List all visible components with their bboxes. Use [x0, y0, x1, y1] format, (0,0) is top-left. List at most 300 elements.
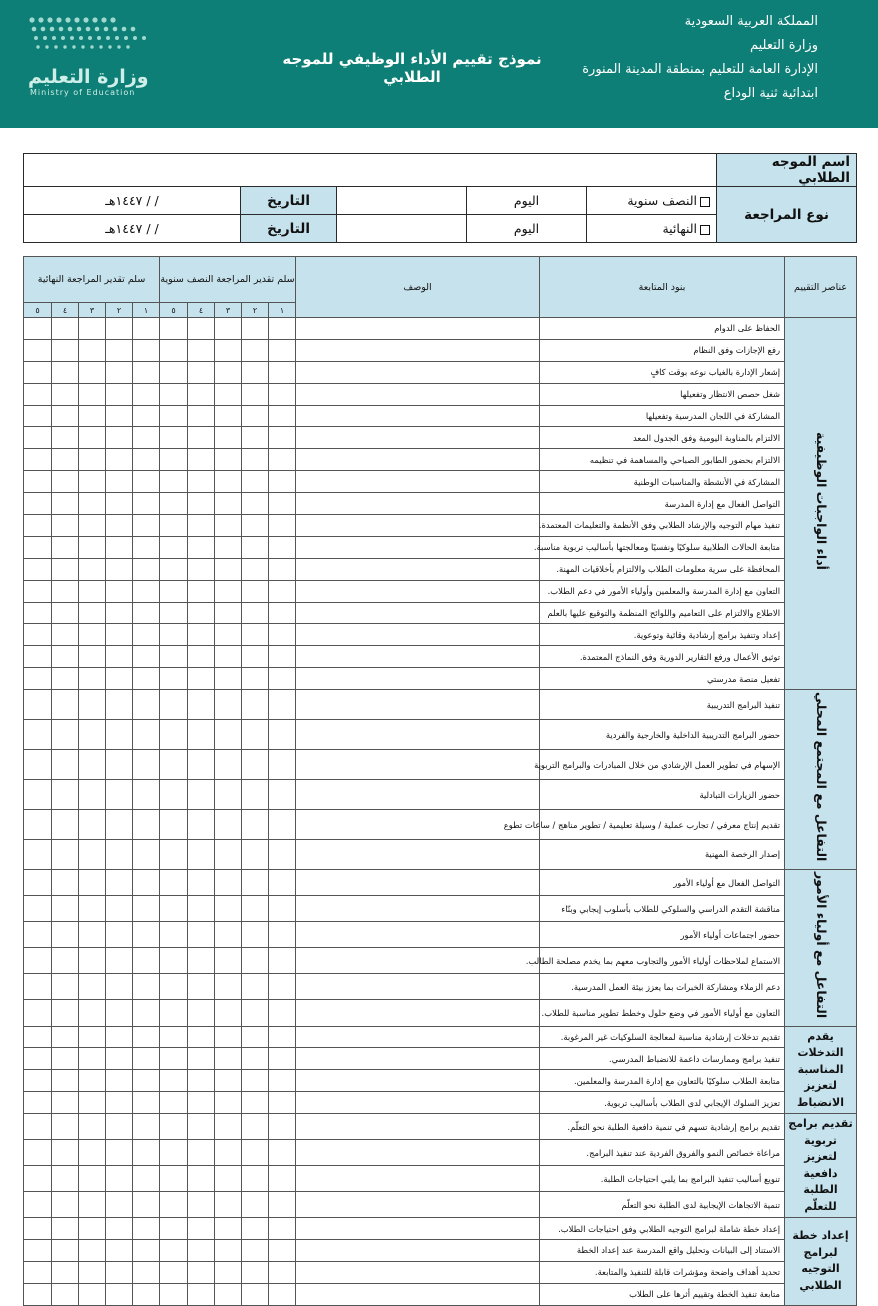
score-cell[interactable]: [269, 810, 296, 840]
score-cell[interactable]: [242, 1092, 269, 1114]
score-cell[interactable]: [269, 602, 296, 624]
score-cell[interactable]: [79, 515, 106, 537]
score-cell[interactable]: [242, 1048, 269, 1070]
score-cell[interactable]: [106, 1048, 133, 1070]
score-cell[interactable]: [160, 780, 188, 810]
score-cell[interactable]: [133, 449, 160, 471]
score-cell[interactable]: [160, 1166, 188, 1192]
score-cell[interactable]: [133, 1192, 160, 1218]
score-cell[interactable]: [133, 361, 160, 383]
score-cell[interactable]: [160, 1092, 188, 1114]
score-cell[interactable]: [242, 1283, 269, 1305]
score-cell[interactable]: [52, 1192, 79, 1218]
score-cell[interactable]: [269, 974, 296, 1000]
score-cell[interactable]: [106, 948, 133, 974]
score-cell[interactable]: [52, 580, 79, 602]
score-cell[interactable]: [24, 839, 52, 869]
score-cell[interactable]: [269, 690, 296, 720]
score-cell[interactable]: [52, 839, 79, 869]
score-cell[interactable]: [133, 602, 160, 624]
score-cell[interactable]: [79, 1166, 106, 1192]
score-cell[interactable]: [52, 405, 79, 427]
score-cell[interactable]: [24, 1114, 52, 1140]
score-cell[interactable]: [79, 780, 106, 810]
score-cell[interactable]: [24, 624, 52, 646]
score-cell[interactable]: [269, 1240, 296, 1262]
score-cell[interactable]: [24, 1048, 52, 1070]
score-cell[interactable]: [79, 1000, 106, 1026]
score-cell[interactable]: [215, 1070, 242, 1092]
score-cell[interactable]: [242, 668, 269, 690]
score-cell[interactable]: [52, 720, 79, 750]
score-cell[interactable]: [215, 1261, 242, 1283]
score-cell[interactable]: [52, 471, 79, 493]
score-cell[interactable]: [188, 427, 215, 449]
day-field[interactable]: [337, 187, 467, 215]
score-cell[interactable]: [106, 580, 133, 602]
score-cell[interactable]: [215, 810, 242, 840]
description-cell[interactable]: [296, 668, 540, 690]
score-cell[interactable]: [160, 1261, 188, 1283]
score-cell[interactable]: [79, 1048, 106, 1070]
score-cell[interactable]: [79, 869, 106, 895]
score-cell[interactable]: [52, 1283, 79, 1305]
score-cell[interactable]: [133, 690, 160, 720]
score-cell[interactable]: [242, 1070, 269, 1092]
score-cell[interactable]: [188, 1261, 215, 1283]
score-cell[interactable]: [52, 427, 79, 449]
score-cell[interactable]: [242, 869, 269, 895]
score-cell[interactable]: [79, 1261, 106, 1283]
date-field[interactable]: / / ١٤٤٧هـ: [24, 215, 241, 243]
score-cell[interactable]: [79, 974, 106, 1000]
score-cell[interactable]: [24, 1192, 52, 1218]
score-cell[interactable]: [79, 536, 106, 558]
score-cell[interactable]: [106, 624, 133, 646]
score-cell[interactable]: [242, 839, 269, 869]
score-cell[interactable]: [133, 493, 160, 515]
score-cell[interactable]: [52, 602, 79, 624]
score-cell[interactable]: [242, 1026, 269, 1048]
description-cell[interactable]: [296, 515, 540, 537]
score-cell[interactable]: [242, 1140, 269, 1166]
description-cell[interactable]: [296, 624, 540, 646]
score-cell[interactable]: [242, 515, 269, 537]
score-cell[interactable]: [24, 974, 52, 1000]
score-cell[interactable]: [215, 1283, 242, 1305]
score-cell[interactable]: [79, 602, 106, 624]
score-cell[interactable]: [188, 869, 215, 895]
score-cell[interactable]: [133, 383, 160, 405]
score-cell[interactable]: [269, 1026, 296, 1048]
score-cell[interactable]: [215, 1166, 242, 1192]
score-cell[interactable]: [106, 471, 133, 493]
score-cell[interactable]: [24, 869, 52, 895]
score-cell[interactable]: [106, 339, 133, 361]
score-cell[interactable]: [52, 1092, 79, 1114]
score-cell[interactable]: [269, 1070, 296, 1092]
description-cell[interactable]: [296, 839, 540, 869]
score-cell[interactable]: [133, 339, 160, 361]
score-cell[interactable]: [79, 1192, 106, 1218]
score-cell[interactable]: [215, 1048, 242, 1070]
score-cell[interactable]: [215, 1092, 242, 1114]
score-cell[interactable]: [188, 1000, 215, 1026]
score-cell[interactable]: [242, 493, 269, 515]
score-cell[interactable]: [24, 780, 52, 810]
score-cell[interactable]: [106, 780, 133, 810]
score-cell[interactable]: [24, 536, 52, 558]
score-cell[interactable]: [269, 580, 296, 602]
score-cell[interactable]: [215, 668, 242, 690]
score-cell[interactable]: [52, 948, 79, 974]
score-cell[interactable]: [79, 690, 106, 720]
score-cell[interactable]: [52, 810, 79, 840]
score-cell[interactable]: [215, 515, 242, 537]
score-cell[interactable]: [52, 780, 79, 810]
score-cell[interactable]: [24, 646, 52, 668]
score-cell[interactable]: [242, 536, 269, 558]
score-cell[interactable]: [106, 646, 133, 668]
score-cell[interactable]: [188, 1114, 215, 1140]
score-cell[interactable]: [242, 896, 269, 922]
description-cell[interactable]: [296, 750, 540, 780]
score-cell[interactable]: [188, 810, 215, 840]
score-cell[interactable]: [269, 493, 296, 515]
score-cell[interactable]: [79, 1140, 106, 1166]
score-cell[interactable]: [215, 646, 242, 668]
score-cell[interactable]: [188, 1070, 215, 1092]
score-cell[interactable]: [133, 1218, 160, 1240]
score-cell[interactable]: [242, 1240, 269, 1262]
description-cell[interactable]: [296, 1218, 540, 1240]
score-cell[interactable]: [133, 1048, 160, 1070]
score-cell[interactable]: [106, 449, 133, 471]
score-cell[interactable]: [188, 339, 215, 361]
score-cell[interactable]: [24, 1218, 52, 1240]
score-cell[interactable]: [242, 580, 269, 602]
score-cell[interactable]: [160, 690, 188, 720]
score-cell[interactable]: [24, 750, 52, 780]
description-cell[interactable]: [296, 1283, 540, 1305]
description-cell[interactable]: [296, 536, 540, 558]
description-cell[interactable]: [296, 1092, 540, 1114]
score-cell[interactable]: [133, 839, 160, 869]
score-cell[interactable]: [52, 493, 79, 515]
score-cell[interactable]: [188, 750, 215, 780]
score-cell[interactable]: [106, 839, 133, 869]
score-cell[interactable]: [133, 948, 160, 974]
description-cell[interactable]: [296, 869, 540, 895]
score-cell[interactable]: [79, 1092, 106, 1114]
score-cell[interactable]: [215, 974, 242, 1000]
score-cell[interactable]: [52, 536, 79, 558]
score-cell[interactable]: [160, 318, 188, 340]
description-cell[interactable]: [296, 493, 540, 515]
description-cell[interactable]: [296, 405, 540, 427]
score-cell[interactable]: [79, 948, 106, 974]
score-cell[interactable]: [52, 339, 79, 361]
final-checkbox[interactable]: [700, 225, 710, 235]
score-cell[interactable]: [52, 1114, 79, 1140]
score-cell[interactable]: [160, 624, 188, 646]
score-cell[interactable]: [242, 1218, 269, 1240]
description-cell[interactable]: [296, 1240, 540, 1262]
mid-year-checkbox[interactable]: [700, 197, 710, 207]
score-cell[interactable]: [106, 602, 133, 624]
score-cell[interactable]: [215, 1000, 242, 1026]
score-cell[interactable]: [269, 339, 296, 361]
score-cell[interactable]: [269, 1283, 296, 1305]
score-cell[interactable]: [242, 405, 269, 427]
score-cell[interactable]: [106, 1166, 133, 1192]
score-cell[interactable]: [242, 1114, 269, 1140]
score-cell[interactable]: [52, 922, 79, 948]
score-cell[interactable]: [52, 750, 79, 780]
score-cell[interactable]: [106, 558, 133, 580]
description-cell[interactable]: [296, 948, 540, 974]
score-cell[interactable]: [242, 750, 269, 780]
score-cell[interactable]: [106, 750, 133, 780]
score-cell[interactable]: [79, 339, 106, 361]
score-cell[interactable]: [106, 383, 133, 405]
score-cell[interactable]: [133, 1283, 160, 1305]
score-cell[interactable]: [79, 1026, 106, 1048]
score-cell[interactable]: [160, 449, 188, 471]
score-cell[interactable]: [242, 1000, 269, 1026]
score-cell[interactable]: [133, 1000, 160, 1026]
score-cell[interactable]: [106, 1114, 133, 1140]
score-cell[interactable]: [269, 948, 296, 974]
score-cell[interactable]: [269, 427, 296, 449]
score-cell[interactable]: [52, 646, 79, 668]
score-cell[interactable]: [79, 449, 106, 471]
score-cell[interactable]: [24, 405, 52, 427]
score-cell[interactable]: [106, 1070, 133, 1092]
score-cell[interactable]: [106, 1261, 133, 1283]
score-cell[interactable]: [133, 1166, 160, 1192]
score-cell[interactable]: [106, 1000, 133, 1026]
score-cell[interactable]: [79, 471, 106, 493]
score-cell[interactable]: [79, 493, 106, 515]
score-cell[interactable]: [133, 624, 160, 646]
score-cell[interactable]: [106, 1192, 133, 1218]
score-cell[interactable]: [160, 383, 188, 405]
score-cell[interactable]: [215, 839, 242, 869]
score-cell[interactable]: [269, 361, 296, 383]
score-cell[interactable]: [160, 646, 188, 668]
score-cell[interactable]: [24, 922, 52, 948]
score-cell[interactable]: [133, 922, 160, 948]
score-cell[interactable]: [215, 449, 242, 471]
description-cell[interactable]: [296, 580, 540, 602]
score-cell[interactable]: [160, 1140, 188, 1166]
score-cell[interactable]: [24, 810, 52, 840]
score-cell[interactable]: [188, 1026, 215, 1048]
score-cell[interactable]: [79, 558, 106, 580]
score-cell[interactable]: [133, 1240, 160, 1262]
score-cell[interactable]: [79, 1114, 106, 1140]
score-cell[interactable]: [106, 720, 133, 750]
score-cell[interactable]: [133, 896, 160, 922]
score-cell[interactable]: [160, 750, 188, 780]
description-cell[interactable]: [296, 427, 540, 449]
score-cell[interactable]: [188, 1092, 215, 1114]
score-cell[interactable]: [160, 1048, 188, 1070]
score-cell[interactable]: [215, 602, 242, 624]
score-cell[interactable]: [269, 515, 296, 537]
score-cell[interactable]: [188, 361, 215, 383]
day-field[interactable]: [337, 215, 467, 243]
score-cell[interactable]: [133, 1092, 160, 1114]
score-cell[interactable]: [215, 1114, 242, 1140]
score-cell[interactable]: [106, 1092, 133, 1114]
score-cell[interactable]: [242, 624, 269, 646]
score-cell[interactable]: [160, 1026, 188, 1048]
score-cell[interactable]: [79, 750, 106, 780]
score-cell[interactable]: [106, 974, 133, 1000]
score-cell[interactable]: [269, 869, 296, 895]
score-cell[interactable]: [133, 869, 160, 895]
score-cell[interactable]: [160, 810, 188, 840]
score-cell[interactable]: [269, 449, 296, 471]
score-cell[interactable]: [269, 1140, 296, 1166]
score-cell[interactable]: [24, 515, 52, 537]
score-cell[interactable]: [160, 515, 188, 537]
score-cell[interactable]: [79, 1070, 106, 1092]
score-cell[interactable]: [160, 974, 188, 1000]
score-cell[interactable]: [188, 318, 215, 340]
score-cell[interactable]: [242, 922, 269, 948]
score-cell[interactable]: [133, 720, 160, 750]
score-cell[interactable]: [79, 427, 106, 449]
score-cell[interactable]: [188, 922, 215, 948]
description-cell[interactable]: [296, 780, 540, 810]
score-cell[interactable]: [242, 427, 269, 449]
description-cell[interactable]: [296, 974, 540, 1000]
score-cell[interactable]: [215, 750, 242, 780]
score-cell[interactable]: [24, 449, 52, 471]
score-cell[interactable]: [215, 948, 242, 974]
score-cell[interactable]: [215, 1140, 242, 1166]
score-cell[interactable]: [24, 896, 52, 922]
score-cell[interactable]: [24, 1070, 52, 1092]
score-cell[interactable]: [188, 1283, 215, 1305]
score-cell[interactable]: [242, 1261, 269, 1283]
score-cell[interactable]: [133, 750, 160, 780]
score-cell[interactable]: [188, 515, 215, 537]
score-cell[interactable]: [160, 602, 188, 624]
score-cell[interactable]: [79, 896, 106, 922]
description-cell[interactable]: [296, 810, 540, 840]
score-cell[interactable]: [106, 318, 133, 340]
description-cell[interactable]: [296, 720, 540, 750]
score-cell[interactable]: [79, 405, 106, 427]
score-cell[interactable]: [269, 1092, 296, 1114]
final-option[interactable]: [587, 215, 717, 243]
description-cell[interactable]: [296, 471, 540, 493]
description-cell[interactable]: [296, 383, 540, 405]
score-cell[interactable]: [24, 361, 52, 383]
description-cell[interactable]: [296, 339, 540, 361]
score-cell[interactable]: [160, 405, 188, 427]
score-cell[interactable]: [24, 668, 52, 690]
mid-year-option[interactable]: [587, 187, 717, 215]
score-cell[interactable]: [188, 405, 215, 427]
score-cell[interactable]: [242, 471, 269, 493]
score-cell[interactable]: [106, 1218, 133, 1240]
score-cell[interactable]: [106, 405, 133, 427]
score-cell[interactable]: [106, 1240, 133, 1262]
description-cell[interactable]: [296, 602, 540, 624]
score-cell[interactable]: [242, 339, 269, 361]
score-cell[interactable]: [188, 974, 215, 1000]
description-cell[interactable]: [296, 922, 540, 948]
score-cell[interactable]: [24, 1000, 52, 1026]
score-cell[interactable]: [79, 668, 106, 690]
score-cell[interactable]: [133, 405, 160, 427]
score-cell[interactable]: [24, 602, 52, 624]
score-cell[interactable]: [188, 383, 215, 405]
score-cell[interactable]: [106, 515, 133, 537]
description-cell[interactable]: [296, 1140, 540, 1166]
score-cell[interactable]: [24, 1026, 52, 1048]
score-cell[interactable]: [160, 668, 188, 690]
score-cell[interactable]: [160, 1192, 188, 1218]
score-cell[interactable]: [24, 1283, 52, 1305]
score-cell[interactable]: [269, 1166, 296, 1192]
score-cell[interactable]: [188, 839, 215, 869]
score-cell[interactable]: [160, 1283, 188, 1305]
score-cell[interactable]: [188, 493, 215, 515]
score-cell[interactable]: [188, 1240, 215, 1262]
score-cell[interactable]: [160, 427, 188, 449]
score-cell[interactable]: [79, 580, 106, 602]
score-cell[interactable]: [242, 449, 269, 471]
score-cell[interactable]: [269, 405, 296, 427]
description-cell[interactable]: [296, 646, 540, 668]
score-cell[interactable]: [24, 720, 52, 750]
score-cell[interactable]: [188, 602, 215, 624]
score-cell[interactable]: [188, 449, 215, 471]
score-cell[interactable]: [188, 948, 215, 974]
score-cell[interactable]: [106, 536, 133, 558]
score-cell[interactable]: [133, 1140, 160, 1166]
score-cell[interactable]: [133, 1026, 160, 1048]
score-cell[interactable]: [188, 1218, 215, 1240]
score-cell[interactable]: [188, 624, 215, 646]
score-cell[interactable]: [133, 780, 160, 810]
score-cell[interactable]: [133, 1070, 160, 1092]
score-cell[interactable]: [242, 361, 269, 383]
score-cell[interactable]: [133, 646, 160, 668]
score-cell[interactable]: [242, 1192, 269, 1218]
score-cell[interactable]: [269, 720, 296, 750]
score-cell[interactable]: [269, 922, 296, 948]
score-cell[interactable]: [215, 405, 242, 427]
description-cell[interactable]: [296, 1166, 540, 1192]
score-cell[interactable]: [24, 383, 52, 405]
score-cell[interactable]: [215, 1218, 242, 1240]
score-cell[interactable]: [215, 383, 242, 405]
score-cell[interactable]: [79, 810, 106, 840]
score-cell[interactable]: [52, 515, 79, 537]
score-cell[interactable]: [133, 810, 160, 840]
description-cell[interactable]: [296, 318, 540, 340]
description-cell[interactable]: [296, 896, 540, 922]
score-cell[interactable]: [188, 780, 215, 810]
score-cell[interactable]: [215, 580, 242, 602]
